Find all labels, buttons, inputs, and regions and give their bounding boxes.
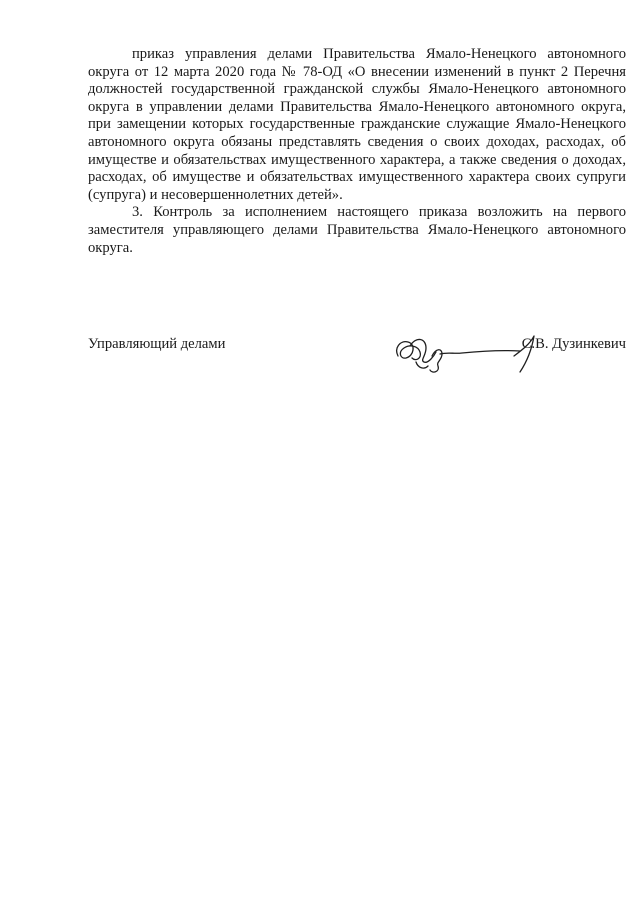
paragraph-amended-order: приказ управления делами Правительства Ямало-Ненецкого автономного округа от 12 марта 2020 года № 78-ОД «О внесении изменений в пункт 2 Перечня должностей государственной гражданской службы Ямало-Ненецкого автономного округа в управлении делами Правительства Ямало-Ненецкого автономного округа, при замещении которых государственные гражданские служащие Ямало-Ненецкого автономного округа обязаны представлять сведения о своих доходах, расходах, об имуществе и обязательствах имущественного характера, а также сведения о доходах, расходах, об имуществе и обязательствах имущественного характера своих супруги (супруга) и несовершеннолетних детей». bbox=[88, 46, 626, 203]
paragraph-control: 3. Контроль за исполнением настоящего приказа возложить на первого заместителя управляющего делами Правительства Ямало-Ненецкого автономного округа. bbox=[88, 204, 626, 256]
signatory-name: С.В. Дузинкевич bbox=[521, 336, 626, 352]
signatory-title: Управляющий делами bbox=[88, 336, 226, 352]
handwritten-signature-icon bbox=[392, 326, 562, 378]
document-body bbox=[88, 46, 626, 257]
